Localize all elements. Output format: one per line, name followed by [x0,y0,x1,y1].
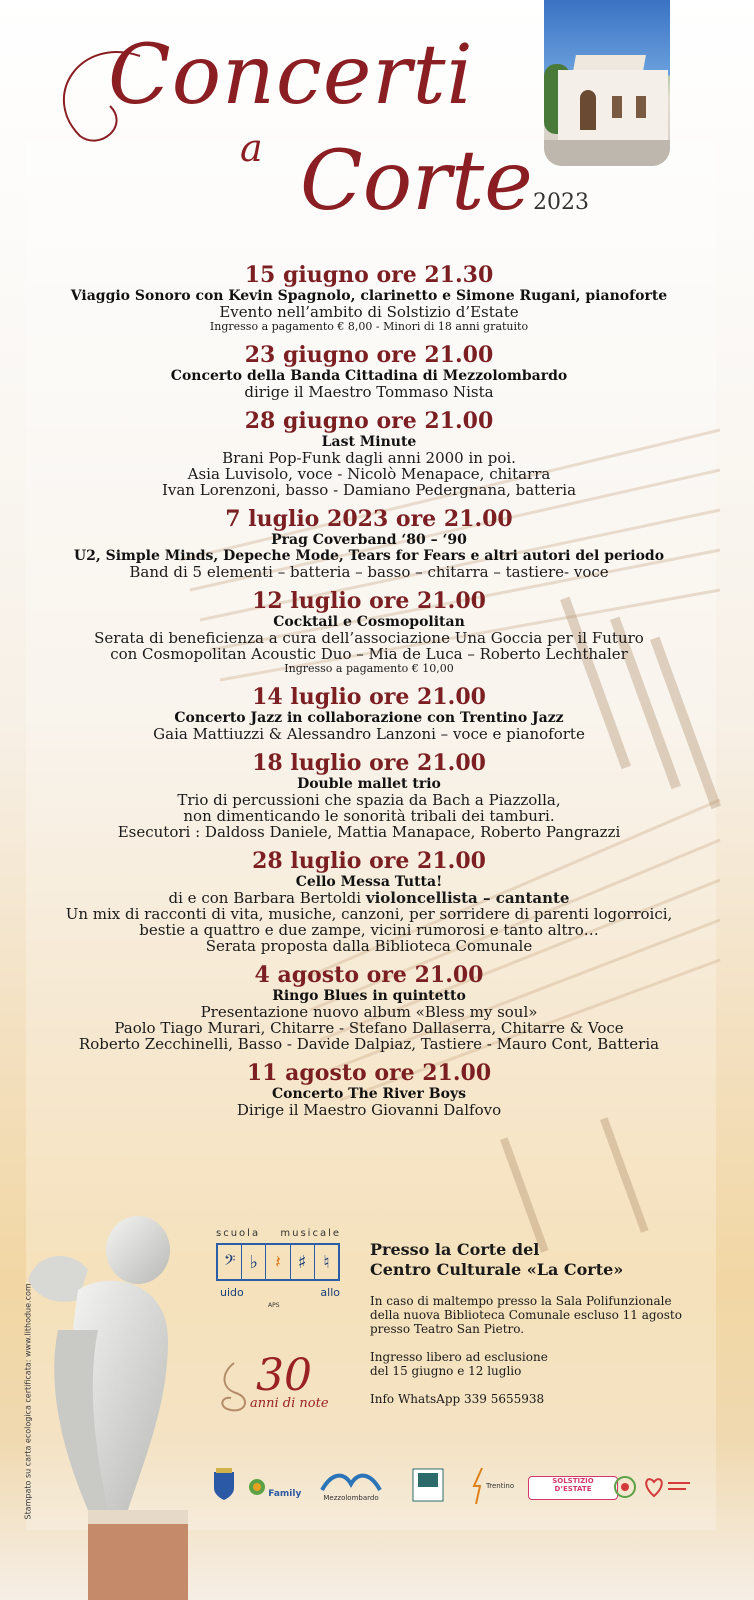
school-label-right: musicale [280,1228,341,1239]
anniversary-number: 30 [256,1350,312,1401]
event-title: Last Minute [321,434,417,450]
event-line: Asia Luvisolo, voce - Nicolò Menapace, chitarra [187,465,551,483]
free-line: Ingresso libero ad esclusione [370,1350,548,1364]
event-line: Paolo Tiago Murari, Chitarre - Stefano Dallaserra, Chitarre & Voce [114,1019,624,1037]
event-title: Viaggio Sonoro con Kevin Spagnolo, clarinetto e Simone Rugani, pianoforte [70,288,668,304]
event-date: 4 agosto ore 21.00 [254,962,484,988]
event-line: Dirige il Maestro Giovanni Dalfovo [236,1101,502,1119]
title-year: 2023 [533,190,589,215]
event-item [24,408,714,498]
treble-clef-icon [206,1358,256,1418]
event-item [24,342,714,400]
event-line: Serata proposta dalla Biblioteca Comunale [205,937,533,955]
sponsor-logos [200,1468,700,1528]
school-logo [216,1228,341,1328]
venue-heading-2: Centro Culturale «La Corte» [370,1260,624,1279]
crest-icon [614,1474,636,1502]
trentino-logo [472,1468,515,1506]
rain-line: In caso di maltempo presso la Sala Polifunzionale [370,1294,672,1308]
library-logo [412,1468,444,1504]
school-name-right: allo [320,1286,340,1299]
school-label [216,1228,341,1239]
school-aps: APS [268,1302,280,1309]
event-line: Serata di beneficienza a cura dell’associazione Una Goccia per il Futuro [94,629,644,647]
event-title: Double mallet trio [297,776,441,792]
event-subtitle: U2, Simple Minds, Depeche Mode, Tears for Fears e altri autori del periodo [73,548,665,564]
event-date: 23 giugno ore 21.00 [244,342,494,368]
event-item [24,684,714,742]
event-date: 14 luglio ore 21.00 [252,684,486,710]
event-title: Cocktail e Cosmopolitan [273,614,465,630]
event-list [24,262,714,1126]
event-title: Concerto Jazz in collaborazione con Trentino Jazz [174,710,564,726]
school-label-left: scuola [216,1228,261,1239]
event-line: Gaia Mattiuzzi & Alessandro Lanzoni – voce e pianoforte [153,725,585,743]
rain-line: della nuova Biblioteca Comunale escluso 11 agosto [370,1308,682,1322]
event-line: Evento nell’ambito di Solstizio d’Estate [219,303,519,321]
event-line: con Cosmopolitan Acoustic Duo – Mia de Luca – Roberto Lechthaler [110,645,628,663]
event-date: 12 luglio ore 21.00 [252,588,486,614]
event-date: 15 giugno ore 21.30 [244,262,494,288]
cherub-statue-image [18,1210,188,1600]
event-title: Ringo Blues in quintetto [272,988,466,1004]
title-concerti: Concerti [108,28,474,123]
print-credit: Stampato su carta ecologica certificata: www.lithodue.com [23,1283,33,1520]
mezzolombardo-logo [320,1470,382,1502]
event-item [24,262,714,334]
event-title: Cello Messa Tutta! [295,874,443,890]
solstizio-logo-text-2: D’ESTATE [554,1485,592,1493]
event-title: Concerto The River Boys [272,1086,466,1102]
event-line: Band di 5 elementi – batteria – basso – chitarra – tastiere- voce [129,563,609,581]
title-corte: Corte [300,134,533,229]
event-date: 28 giugno ore 21.00 [244,408,494,434]
event-title: Concerto della Banda Cittadina di Mezzolombardo [170,368,568,384]
family-logo-text: Family [268,1489,302,1499]
event-intro-role: violoncellista – cantante [365,889,570,907]
anniversary-logo [206,1350,336,1430]
event-line: Esecutori : Daldoss Daniele, Mattia Manapace, Roberto Pangrazzi [117,823,621,841]
family-logo [248,1478,301,1499]
whatsapp-info: Info WhatsApp 339 5655938 [370,1392,545,1406]
building-photo [544,0,670,166]
rain-notice [370,1294,710,1336]
venue-heading-1: Presso la Corte del [370,1240,540,1259]
event-price: Ingresso a pagamento € 8,00 - Minori di 18 anni gratuito [209,320,529,333]
school-names [220,1286,340,1299]
solstizio-logo-text-1: SOLSTIZIO [552,1477,594,1485]
event-line: non dimenticando le sonorità tribali dei tamburi. [183,807,555,825]
event-date: 7 luglio 2023 ore 21.00 [225,506,513,532]
event-line: Presentazione nuovo album «Bless my soul» [200,1003,538,1021]
event-item [24,1060,714,1118]
event-date: 28 luglio ore 21.00 [252,848,486,874]
event-line: bestie a quattro e due zampe, vicini rumorosi e tanto altro… [139,921,599,939]
event-item [24,962,714,1052]
event-line: Un mix di racconti di vita, musiche, canzoni, per sorridere di parenti logorroici, [65,905,673,923]
event-line: dirige il Maestro Tommaso Nista [244,383,494,401]
event-line: Brani Pop-Funk dagli anni 2000 in poi. [222,449,516,467]
school-name-left: uido [220,1286,244,1299]
event-price: Ingresso a pagamento € 10,00 [284,662,454,675]
event-date: 18 luglio ore 21.00 [252,750,486,776]
event-intro [24,890,714,906]
solstizio-logo [528,1476,618,1500]
event-title: Prag Coverband ‘80 – ‘90 [271,532,467,548]
anniversary-text: anni di note [250,1396,329,1411]
heart-logo-icon [642,1474,692,1502]
event-line: Ivan Lorenzoni, basso - Damiano Pedergnana, batteria [161,481,577,499]
free-line: del 15 giugno e 12 luglio [370,1364,522,1378]
event-item [24,750,714,840]
event-date: 11 agosto ore 21.00 [246,1060,492,1086]
event-item [24,506,714,580]
trentino-logo-text: Trentino [486,1482,515,1490]
mezzolombardo-logo-text: Mezzolombardo [323,1494,379,1502]
event-intro-text: di e con Barbara Bertoldi [168,889,366,907]
free-entry-notice [370,1350,710,1378]
title-a: a [240,126,263,170]
rain-line: presso Teatro San Pietro. [370,1322,525,1336]
event-line: Trio di percussioni che spazia da Bach a Piazzolla, [177,791,561,809]
music-notes-icon: 𝄢 ♭ 𝄽 ♯ ♮ [216,1243,340,1281]
event-item [24,848,714,954]
event-line: Roberto Zecchinelli, Basso - Davide Dalpiaz, Tastiere - Mauro Cont, Batteria [78,1035,660,1053]
municipality-crest-icon [212,1468,236,1504]
venue-info [370,1240,710,1406]
event-item [24,588,714,676]
